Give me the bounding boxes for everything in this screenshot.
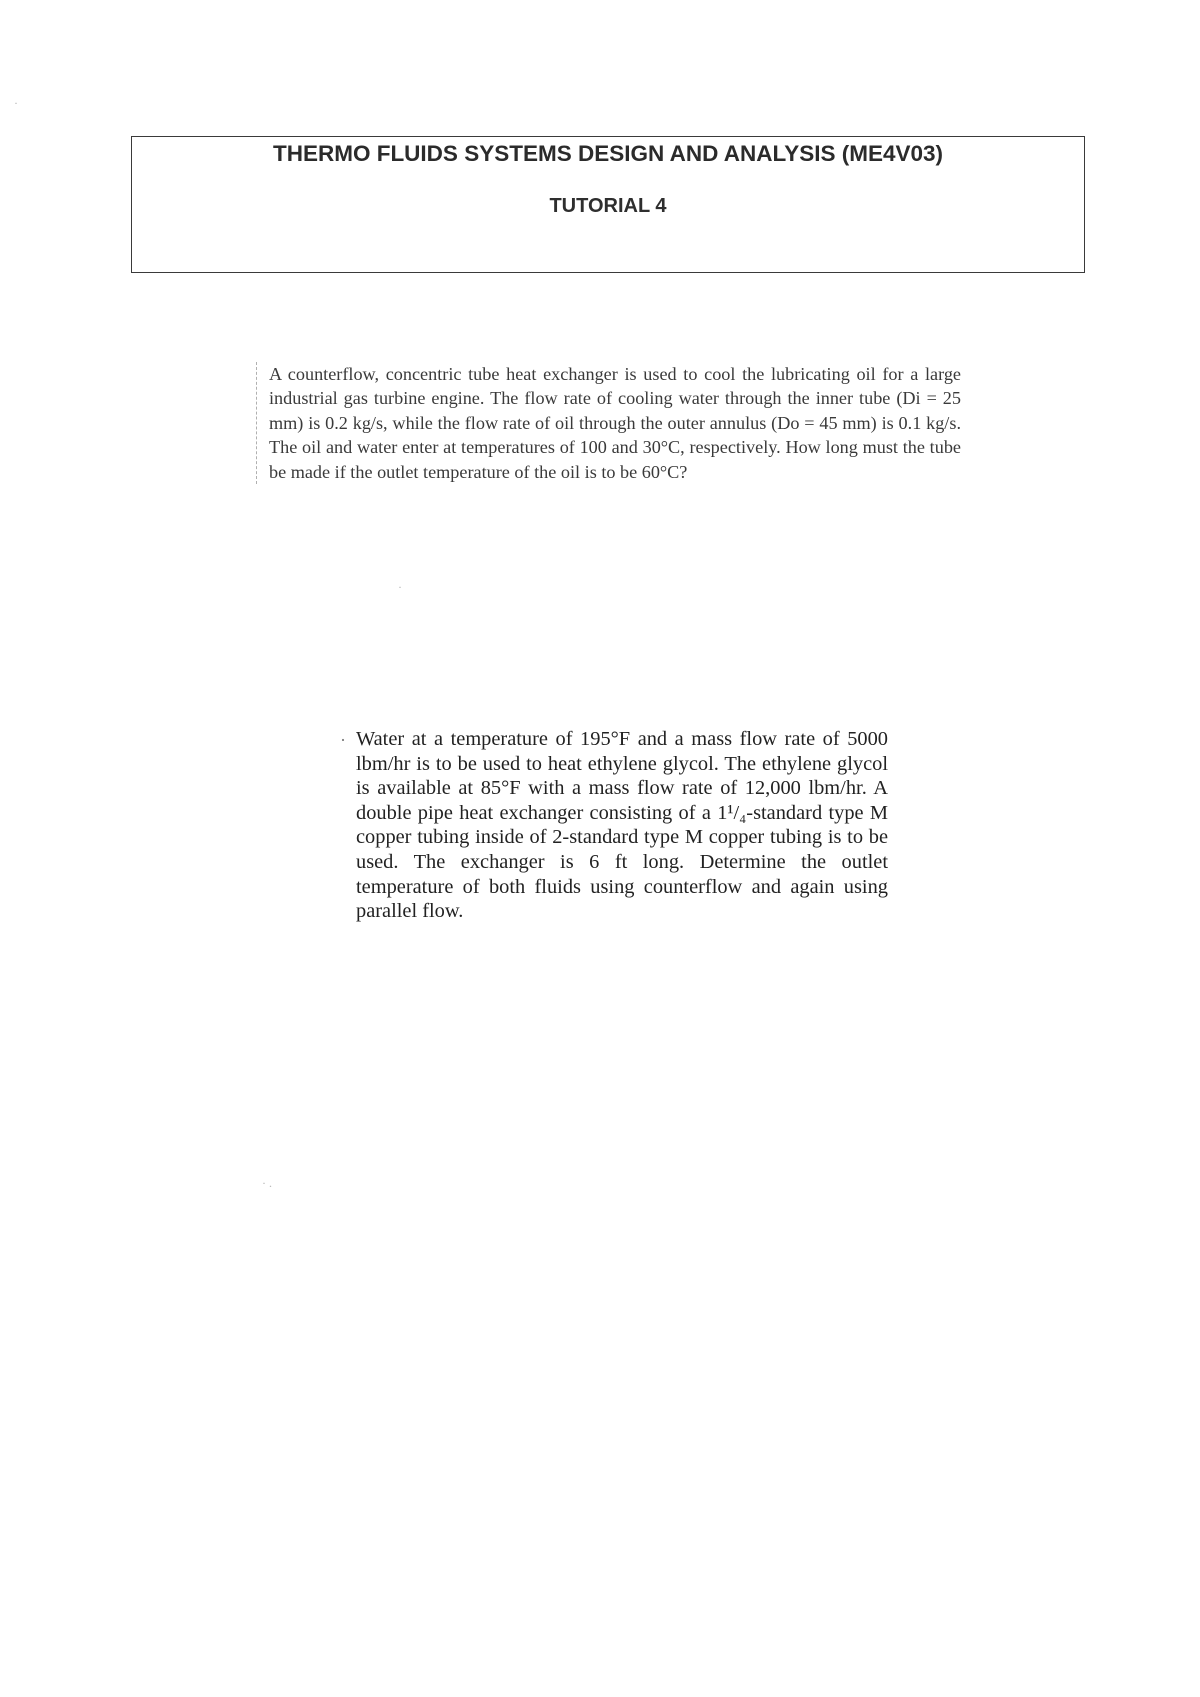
problem-1-text: A counterflow, concentric tube heat exchanger is used to cool the lubricating oil for a large industrial gas turbine engine. The flow rate of cooling water through the inner tube (Di = 25 mm) is 0.2 kg/s, while the flow rate of oil through the outer annulus (Do = 45 mm) is 0.1 kg/s. The oil and water enter at temperatures of 100 and 30°C, respectively. How long must the tube be made if the outlet temperature of the oil is to be 60°C? (256, 362, 961, 484)
course-title: THERMO FLUIDS SYSTEMS DESIGN AND ANALYSIS (ME4V03) (272, 141, 944, 166)
problem-2-text: Water at a temperature of 195°F and a mass flow rate of 5000 lbm/hr is to be used to heat ethylene glycol. The ethylene glycol is available at 85°F with a mass flow rate of 12,000 lbm/hr. A double pipe heat exchanger consisting of a 1¹/₄-standard type M copper tubing inside of 2-standard type M copper tubing is to be used. The exchanger is 6 ft long. Determine the outlet temperature of both fluids using counterflow and again using parallel flow. (356, 728, 888, 923)
header-box (131, 136, 1085, 273)
scan-speck: · (398, 580, 402, 594)
scan-speck: · (14, 96, 18, 110)
bullet-dot: · (340, 730, 346, 750)
tutorial-label: TUTORIAL 4 (549, 195, 667, 217)
scan-speck: · . (262, 1176, 272, 1190)
